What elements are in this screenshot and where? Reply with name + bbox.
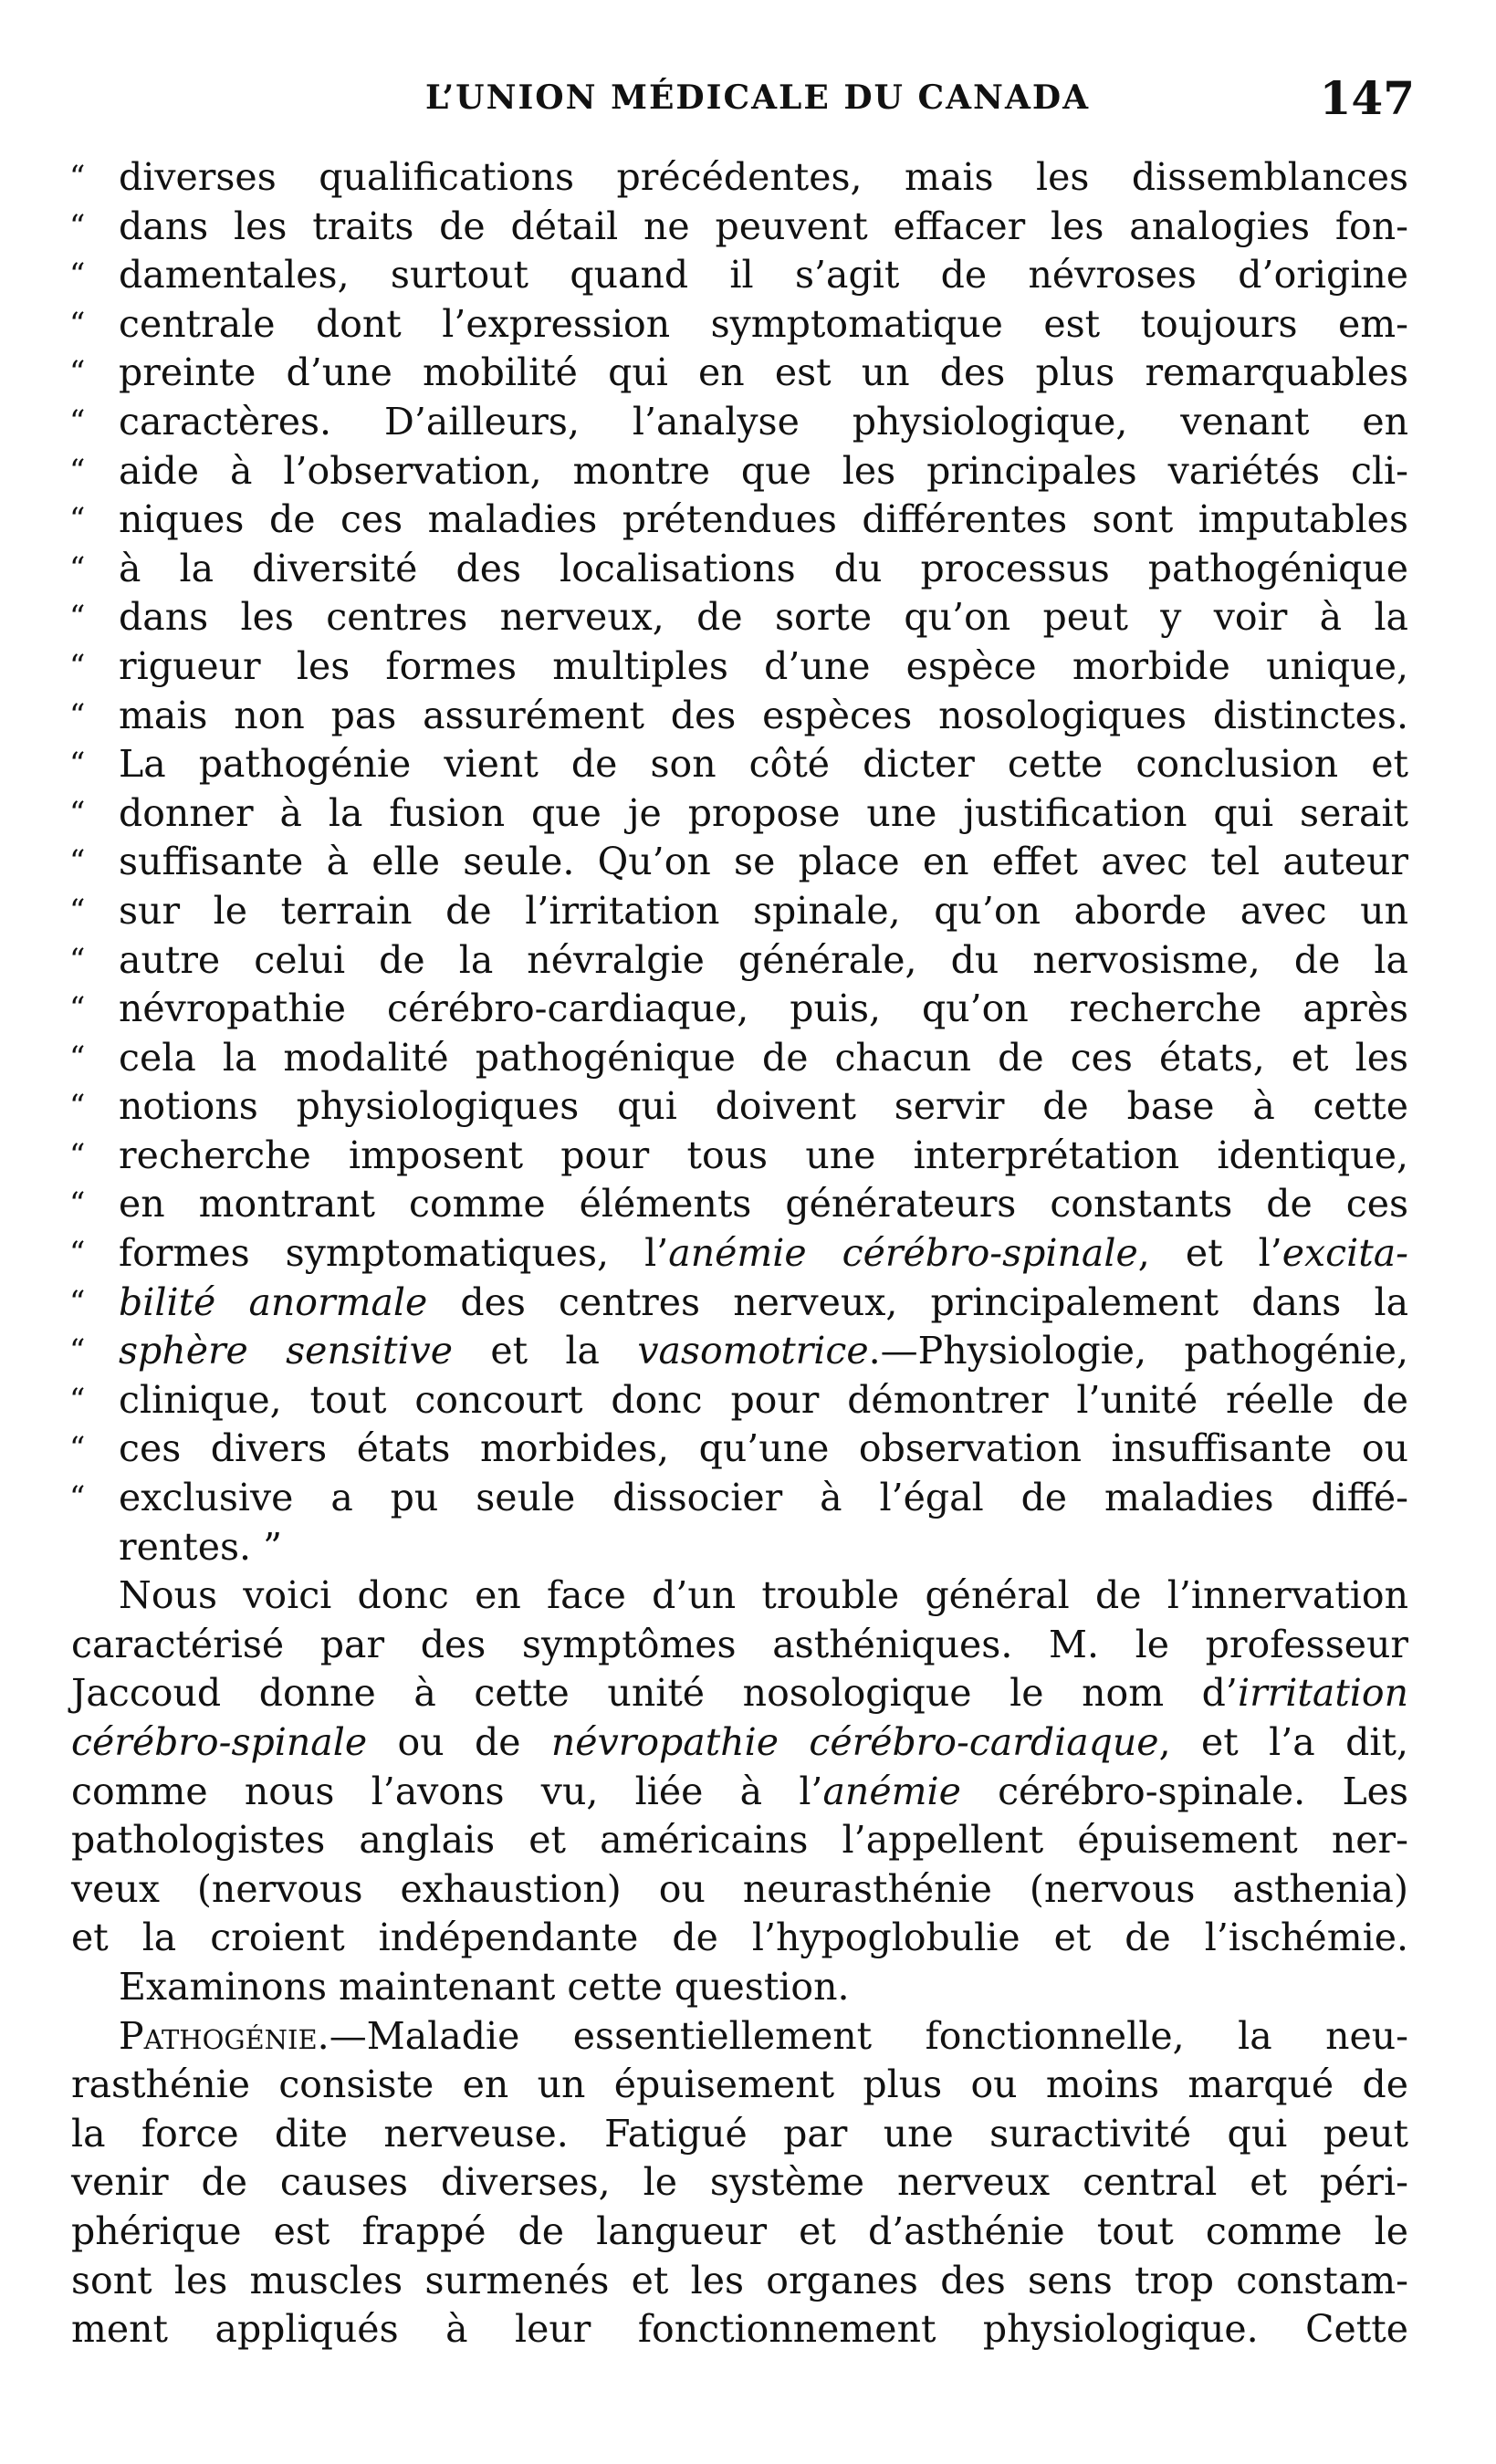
quote-mark: “ [69,549,86,587]
text-line: Nous voici donc en face d’un trouble général de l’innervation [119,1573,1408,1618]
text-line: cérébro-spinale ou de névropathie cérébro-cardiaque, et l’a dit, [71,1720,1408,1764]
text-line: et la croient indépendante de l’hypoglobulie et de l’ischémie. [71,1916,1408,1960]
text-line: “ dans les traits de détail ne peuvent effacer les analogies fon- [71,203,1408,252]
text-line: caractérisé par des symptômes asthéniques. M. le professeur [71,1622,1408,1666]
page-body [71,153,1408,2354]
italic-term: irritation [1237,1671,1408,1716]
quoted-passage [71,153,1408,1523]
quote-mark: “ [69,1332,86,1370]
paragraph-innervation [71,1571,1408,1963]
text-line: “ bilité anormale des centres nerveux, principalement dans la [71,1279,1408,1328]
text-line: “ à la diversité des localisations du processus pathogénique [71,545,1408,594]
text-line: “ névropathie cérébro-cardiaque, puis, qu’on recherche après [71,985,1408,1034]
italic-term: cérébro-spinale [71,1720,368,1764]
quote-mark: “ [69,1088,86,1125]
italic-term: bilité anormale [119,1279,428,1324]
quote-mark: “ [69,647,86,684]
quote-mark: “ [69,305,86,342]
quote-mark: “ [69,159,86,195]
text-line: “ suffisante à elle seule. Qu’on se place en effet avec tel auteur [71,838,1408,887]
quote-mark: “ [69,746,86,783]
quote-mark: “ [69,1039,86,1076]
quote-mark: “ [69,1381,86,1418]
text-line: “ niques de ces maladies prétendues différentes sont imputables [71,496,1408,545]
text-line: venir de causes diverses, le système nerveux central et péri- [71,2160,1408,2205]
text-line: “ damentales, surtout quand il s’agit de névroses d’origine [71,251,1408,300]
text-line: “ centrale dont l’expression symptomatique est toujours em- [71,300,1408,350]
text-line: “ en montrant comme éléments générateurs constants de ces [71,1180,1408,1229]
paragraph-examinons: Examinons maintenant cette question. [119,1964,850,2009]
text-line: la force dite nerveuse. Fatigué par une suractivité qui peut [71,2111,1408,2156]
paragraph-pathogenie [71,2012,1408,2354]
italic-term: névropathie cérébro-cardiaque [550,1720,1159,1764]
quote-mark: “ [69,843,86,881]
text-line: “ sphère sensitive et la vasomotrice.—Physiologie, pathogénie, [71,1327,1408,1376]
italic-term: anémie cérébro-spinale [668,1231,1138,1276]
quote-mark: “ [69,1235,86,1272]
text-line: “ mais non pas assurément des espèces nosologiques distinctes. [71,692,1408,741]
text-line: veux (nervous exhaustion) ou neurasthénie (nervous asthenia) [71,1866,1408,1911]
text-line: “ dans les centres nerveux, de sorte qu’on peut y voir à la [71,593,1408,642]
text-line: pathologistes anglais et américains l’appellent épuisement ner- [71,1818,1408,1863]
quote-mark: “ [69,452,86,489]
text-line: comme nous l’avons vu, liée à l’anémie cérébro-spinale. Les [71,1769,1408,1813]
text-line: “ aide à l’observation, montre que les principales variétés cli- [71,447,1408,496]
quote-mark: “ [69,207,86,245]
text-line: sont les muscles surmenés et les organes des sens trop constam- [71,2258,1408,2302]
text-line: “ diverses qualifications précédentes, mais les dissemblances [71,153,1408,203]
text-line: Pathogénie.—Maladie essentiellement fonctionnelle, la neu- [119,2013,1408,2058]
quote-mark: “ [69,1185,86,1223]
text-line: “ cela la modalité pathogénique de chacun de ces états, et les [71,1034,1408,1083]
quote-mark: “ [69,354,86,392]
quote-mark: “ [69,696,86,734]
quote-mark: “ [69,1283,86,1321]
quote-mark: “ [69,892,86,929]
italic-term: vasomotrice [637,1329,869,1373]
text-line: “ recherche imposent pour tous une interprétation identique, [71,1132,1408,1181]
quote-mark: “ [69,402,86,440]
text-line: “ ces divers états morbides, qu’une observation insuffisante ou [71,1425,1408,1474]
text-line: “ caractères. D’ailleurs, l’analyse physiologique, venant en [71,398,1408,447]
quote-mark: “ [69,1430,86,1467]
text-line: rasthénie consiste en un épuisement plus ou moins marqué de [71,2062,1408,2107]
text-line: “ exclusive a pu seule dissocier à l’égal de maladies diffé- [71,1474,1408,1523]
quote-mark: “ [69,599,86,636]
text-line: “ sur le terrain de l’irritation spinale, qu’on aborde avec un [71,887,1408,936]
text-line: “ rigueur les formes multiples d’une espèce morbide unique, [71,642,1408,692]
page-number: 147 [1319,71,1415,125]
text-line: ment appliqués à leur fonctionnement physiologique. Cette [71,2307,1408,2352]
quote-mark: “ [69,941,86,978]
quote-mark: “ [69,794,86,831]
text-line: “ preinte d’une mobilité qui en est un des plus remarquables [71,349,1408,398]
text-line: “ donner à la fusion que je propose une justification qui serait [71,789,1408,839]
text-line: Jaccoud donne à cette unité nosologique le nom d’irritation [71,1671,1408,1716]
page-header [100,71,1415,135]
quote-mark: “ [69,1479,86,1517]
quote-end-line: rentes. ” [119,1524,283,1569]
text-line: “ clinique, tout concourt donc pour démontrer l’unité réelle de [71,1376,1408,1425]
text-line: “ autre celui de la névralgie générale, du nervosisme, de la [71,936,1408,986]
italic-term: sphère sensitive [119,1329,454,1373]
italic-term: anémie [822,1769,961,1813]
quote-mark: “ [69,256,86,294]
quote-mark: “ [69,990,86,1028]
text-line: “ La pathogénie vient de son côté dicter cette conclusion et [71,740,1408,789]
text-line: phérique est frappé de langueur et d’asthénie tout comme le [71,2208,1408,2253]
text-line: “ formes symptomatiques, l’anémie cérébro-spinale, et l’excita- [71,1229,1408,1279]
running-title: L’UNION MÉDICALE DU CANADA [424,78,1091,117]
section-heading: Pathogénie. [119,2013,330,2058]
italic-term: excita- [1282,1231,1408,1276]
quote-mark: “ [69,1136,86,1174]
text-line: “ notions physiologiques qui doivent servir de base à cette [71,1082,1408,1132]
quote-mark: “ [69,501,86,538]
